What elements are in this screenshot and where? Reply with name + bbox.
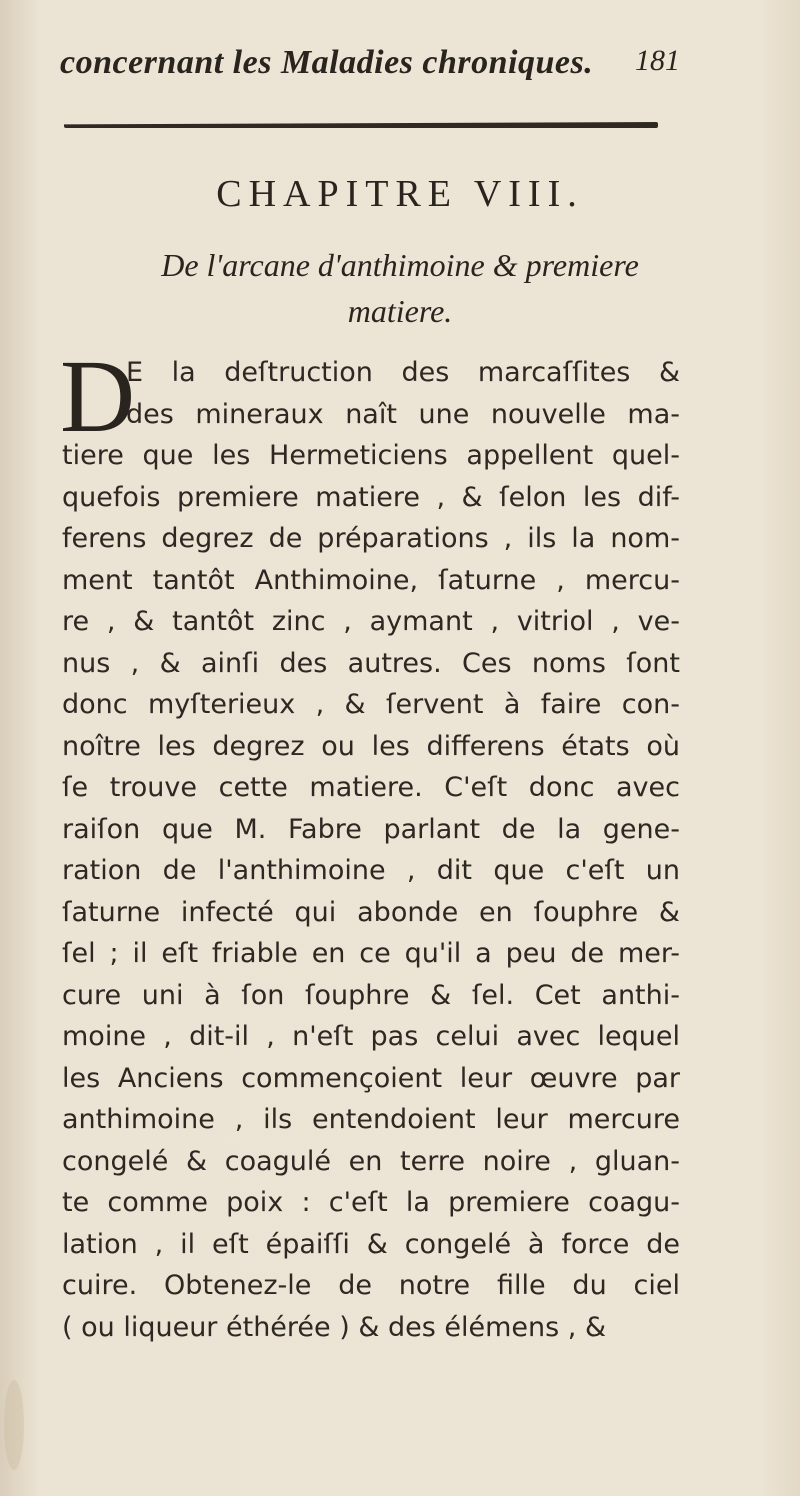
text-line: lation , il eſt épaiſſi & congelé à force de bbox=[62, 1228, 680, 1260]
text-line: cure uni à ſon ſouphre & ſel. Cet anthi- bbox=[62, 979, 680, 1011]
chapter-heading: CHAPITRE VIII. bbox=[216, 173, 584, 215]
text-line: ſe trouve cette matiere. C'eſt donc avec bbox=[62, 772, 680, 803]
text-line: quefois premiere matiere , & ſelon les dif- bbox=[62, 481, 680, 513]
text-line: ferens degrez de préparations , ils la nom- bbox=[62, 523, 680, 554]
text-line: noître les degrez ou les differens états où bbox=[62, 730, 680, 762]
paper-stain bbox=[4, 1380, 24, 1470]
text-line: congelé & coagulé en terre noire , gluan- bbox=[62, 1145, 680, 1177]
text-line: raiſon que M. Fabre parlant de la gene- bbox=[62, 813, 680, 845]
text-line: ration de l'anthimoine , dit que c'eſt un bbox=[62, 855, 680, 886]
text-line: donc myſterieux , & ſervent à faire con- bbox=[62, 689, 680, 720]
text-line: te comme poix : c'eſt la premiere coagu- bbox=[62, 1187, 680, 1218]
text-line: re , & tantôt zinc , aymant , vitriol , ve- bbox=[62, 606, 680, 637]
body-text bbox=[60, 339, 680, 1348]
text-line: cuire. Obtenez-le de notre fille du ciel bbox=[62, 1270, 680, 1301]
drop-cap: D bbox=[60, 339, 136, 454]
text-line: nus , & ainſi des autres. Ces noms ſont bbox=[62, 647, 680, 679]
text-line: anthimoine , ils entendoient leur mercure bbox=[62, 1104, 680, 1135]
page-number: 181 bbox=[635, 44, 680, 77]
chapter-subtitle-line-1: De l'arcane d'anthimoine & premiere bbox=[161, 247, 639, 283]
text-line: tiere que les Hermeticiens appellent quel- bbox=[62, 440, 680, 471]
running-head-title: concernant les Maladies chroniques. bbox=[60, 44, 594, 81]
header-rule bbox=[64, 122, 658, 128]
text-line: ſel ; il eſt friable en ce qu'il a peu de mer- bbox=[62, 938, 680, 969]
running-head bbox=[60, 40, 680, 90]
text-line: ment tantôt Anthimoine, ſaturne , mercu- bbox=[62, 564, 680, 596]
text-line: des mineraux naît une nouvelle ma- bbox=[126, 398, 680, 430]
text-line: E la deſtruction des marcaſſites & bbox=[126, 357, 680, 388]
text-line: moine , dit-il , n'eſt pas celui avec lequel bbox=[62, 1021, 680, 1052]
text-line: ſaturne infecté qui abonde en ſouphre & bbox=[62, 896, 680, 928]
text-line: les Anciens commençoient leur œuvre par bbox=[62, 1062, 680, 1094]
chapter-subtitle-line-2: matiere. bbox=[347, 293, 453, 329]
chapter-subtitle bbox=[0, 242, 800, 334]
text-line: ( ou liqueur éthérée ) & des élémens , & bbox=[62, 1311, 606, 1343]
